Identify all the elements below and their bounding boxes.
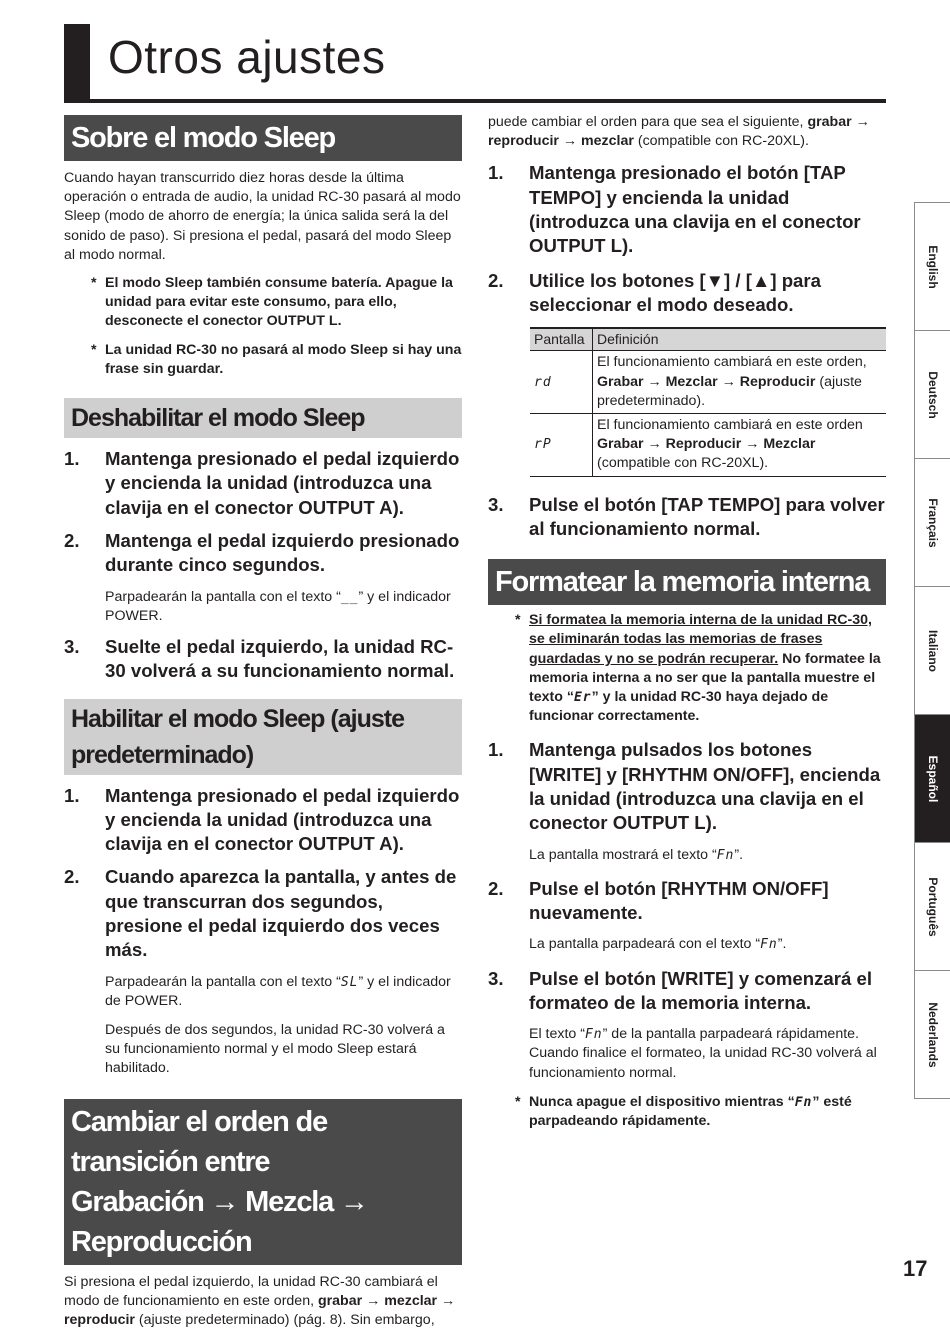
segment-display-text: rd bbox=[534, 374, 552, 390]
left-column bbox=[64, 115, 462, 1330]
enable-step-2: 2. Cuando aparezca la pantalla, y antes de que transcurran dos segundos, presione el pedal izquierdo dos veces más. bbox=[64, 866, 457, 961]
segment-display-text: SL bbox=[340, 974, 359, 990]
format-final-note: * Nunca apague el dispositivo mientras “Fn” esté parpadeando rápidamente. bbox=[515, 1093, 852, 1130]
section-heading-format: Formatear la memoria interna bbox=[488, 559, 886, 605]
segment-display-text: Er bbox=[573, 690, 592, 706]
segment-display-text: rP bbox=[534, 437, 552, 453]
segment-display-text: Fn bbox=[716, 847, 735, 863]
segment-display-text: __ bbox=[340, 589, 359, 605]
tab-nederlands[interactable]: Nederlands bbox=[914, 970, 950, 1099]
enable-step-2-detail: Parpadearán la pantalla con el texto “SL” y el indicador de POWER. bbox=[105, 973, 451, 1009]
disable-step-2: 2. Mantenga el pedal izquierdo presionado durante cinco segundos. bbox=[64, 529, 460, 576]
format-warning: * Si formatea la memoria interna de la unidad RC-30, se eliminarán todas las memorias de frases guardadas y no se podrán recuperar. No formatee la memoria interna a no ser que la pantalla muestre el texto “Er” y la unidad RC-30 haya dejado de funcionar correctamente. bbox=[515, 612, 881, 725]
tab-italiano[interactable]: Italiano bbox=[914, 586, 950, 714]
section-heading-disable: Deshabilitar el modo Sleep bbox=[64, 398, 462, 438]
tab-espanol[interactable]: Español bbox=[914, 714, 950, 842]
display-definition-table bbox=[530, 327, 886, 476]
page-title: Otros ajustes bbox=[108, 31, 386, 83]
right-column bbox=[488, 113, 886, 1131]
tab-english[interactable]: English bbox=[914, 202, 950, 330]
segment-display-text: Fn bbox=[794, 1094, 813, 1110]
order-step-2: 2. Utilice los botones [▼] / [▲] para seleccionar el modo deseado. bbox=[488, 269, 821, 315]
segment-display-text: Fn bbox=[760, 937, 778, 953]
title-rule bbox=[64, 99, 886, 103]
table-header-definition: Definición bbox=[593, 328, 887, 351]
format-step-3-detail: El texto “Fn” de la pantalla parpadeará rápidamente. Cuando finalice el formateo, la unidad RC-30 volverá al funcionamiento normal. bbox=[529, 1026, 877, 1081]
section-heading-sleep: Sobre el modo Sleep bbox=[64, 115, 462, 161]
language-tabs bbox=[914, 202, 950, 1099]
enable-step-2-detail-2: Después de dos segundos, la unidad RC-30 volverá a su funcionamiento normal y el modo Sleep estará habilitado. bbox=[105, 1022, 445, 1077]
page-number: 17 bbox=[903, 1256, 928, 1281]
format-step-1: 1. Mantenga pulsados los botones [WRITE] y [RHYTHM ON/OFF], encienda la unidad (introduzca una clavija en el conector OUTPUT L). bbox=[488, 739, 881, 834]
sleep-note-2: * La unidad RC-30 no pasará al modo Sleep si hay una frase sin guardar. bbox=[91, 341, 462, 377]
tab-deutsch[interactable]: Deutsch bbox=[914, 330, 950, 458]
disable-step-2-detail: Parpadearán la pantalla con el texto “__” y el indicador POWER. bbox=[105, 588, 451, 624]
order-step-1: 1. Mantenga presionado el botón [TAP TEMPO] y encienda la unidad (introduzca una clavija en el conector OUTPUT L). bbox=[488, 162, 861, 257]
table-row: rP El funcionamiento cambiará en este orden Grabar → Reproducir → Mezclar (compatible con RC-20XL). bbox=[530, 414, 886, 477]
title-bar-accent bbox=[64, 24, 90, 100]
format-step-1-detail: La pantalla mostrará el texto “Fn”. bbox=[529, 846, 744, 863]
format-step-3: 3. Pulse el botón [WRITE] y comenzará el formateo de la memoria interna. bbox=[488, 967, 873, 1013]
enable-step-1: 1. Mantenga presionado el pedal izquierdo y encienda la unidad (introduzca una clavija en el conector OUTPUT A). bbox=[64, 784, 460, 855]
section-heading-order: Cambiar el orden de transición entre Grabación → Mezcla → Reproducción bbox=[64, 1099, 462, 1265]
disable-step-3: 3. Suelte el pedal izquierdo, la unidad RC-30 volverá a su funcionamiento normal. bbox=[64, 635, 455, 682]
tab-portugues[interactable]: Português bbox=[914, 842, 950, 970]
disable-step-1: 1. Mantenga presionado el pedal izquierdo y encienda la unidad (introduzca una clavija en el conector OUTPUT A). bbox=[64, 448, 460, 518]
segment-display-text: Fn bbox=[584, 1027, 603, 1043]
section-heading-enable: Habilitar el modo Sleep (ajuste predeterminado) bbox=[64, 699, 462, 775]
format-step-2: 2. Pulse el botón [RHYTHM ON/OFF] nuevamente. bbox=[488, 877, 829, 924]
table-header-display: Pantalla bbox=[530, 328, 593, 351]
sleep-intro: Cuando hayan transcurrido diez horas desde la última operación o entrada de audio, la unidad RC-30 pasará al modo Sleep (modo de ahorro de energía; la única salida será la del sonido de paso). Si presiona el pedal, pasará del modo Sleep al modo normal. bbox=[64, 170, 461, 263]
table-row: rd El funcionamiento cambiará en este orden, Grabar → Mezclar → Reproducir (ajuste predeterminado). bbox=[530, 351, 886, 414]
sleep-note-1: * El modo Sleep también consume batería. Apague la unidad para evitar este consumo, para ello, desconecte el conector OUTPUT L. bbox=[91, 275, 453, 330]
order-paragraph-1: Si presiona el pedal izquierdo, la unidad RC-30 cambiará el modo de funcionamiento en este orden, grabar → mezclar → reproducir (ajuste predeterminado) (pág. 8). Sin embargo, bbox=[64, 1273, 456, 1329]
format-step-2-detail: La pantalla parpadeará con el texto “Fn”. bbox=[529, 936, 787, 953]
order-step-3: 3. Pulse el botón [TAP TEMPO] para volver al funcionamiento normal. bbox=[488, 493, 885, 539]
tab-francais[interactable]: Français bbox=[914, 458, 950, 586]
order-paragraph-2: puede cambiar el orden para que sea el siguiente, grabar → reproducir → mezclar (compatible con RC-20XL). bbox=[488, 114, 870, 150]
